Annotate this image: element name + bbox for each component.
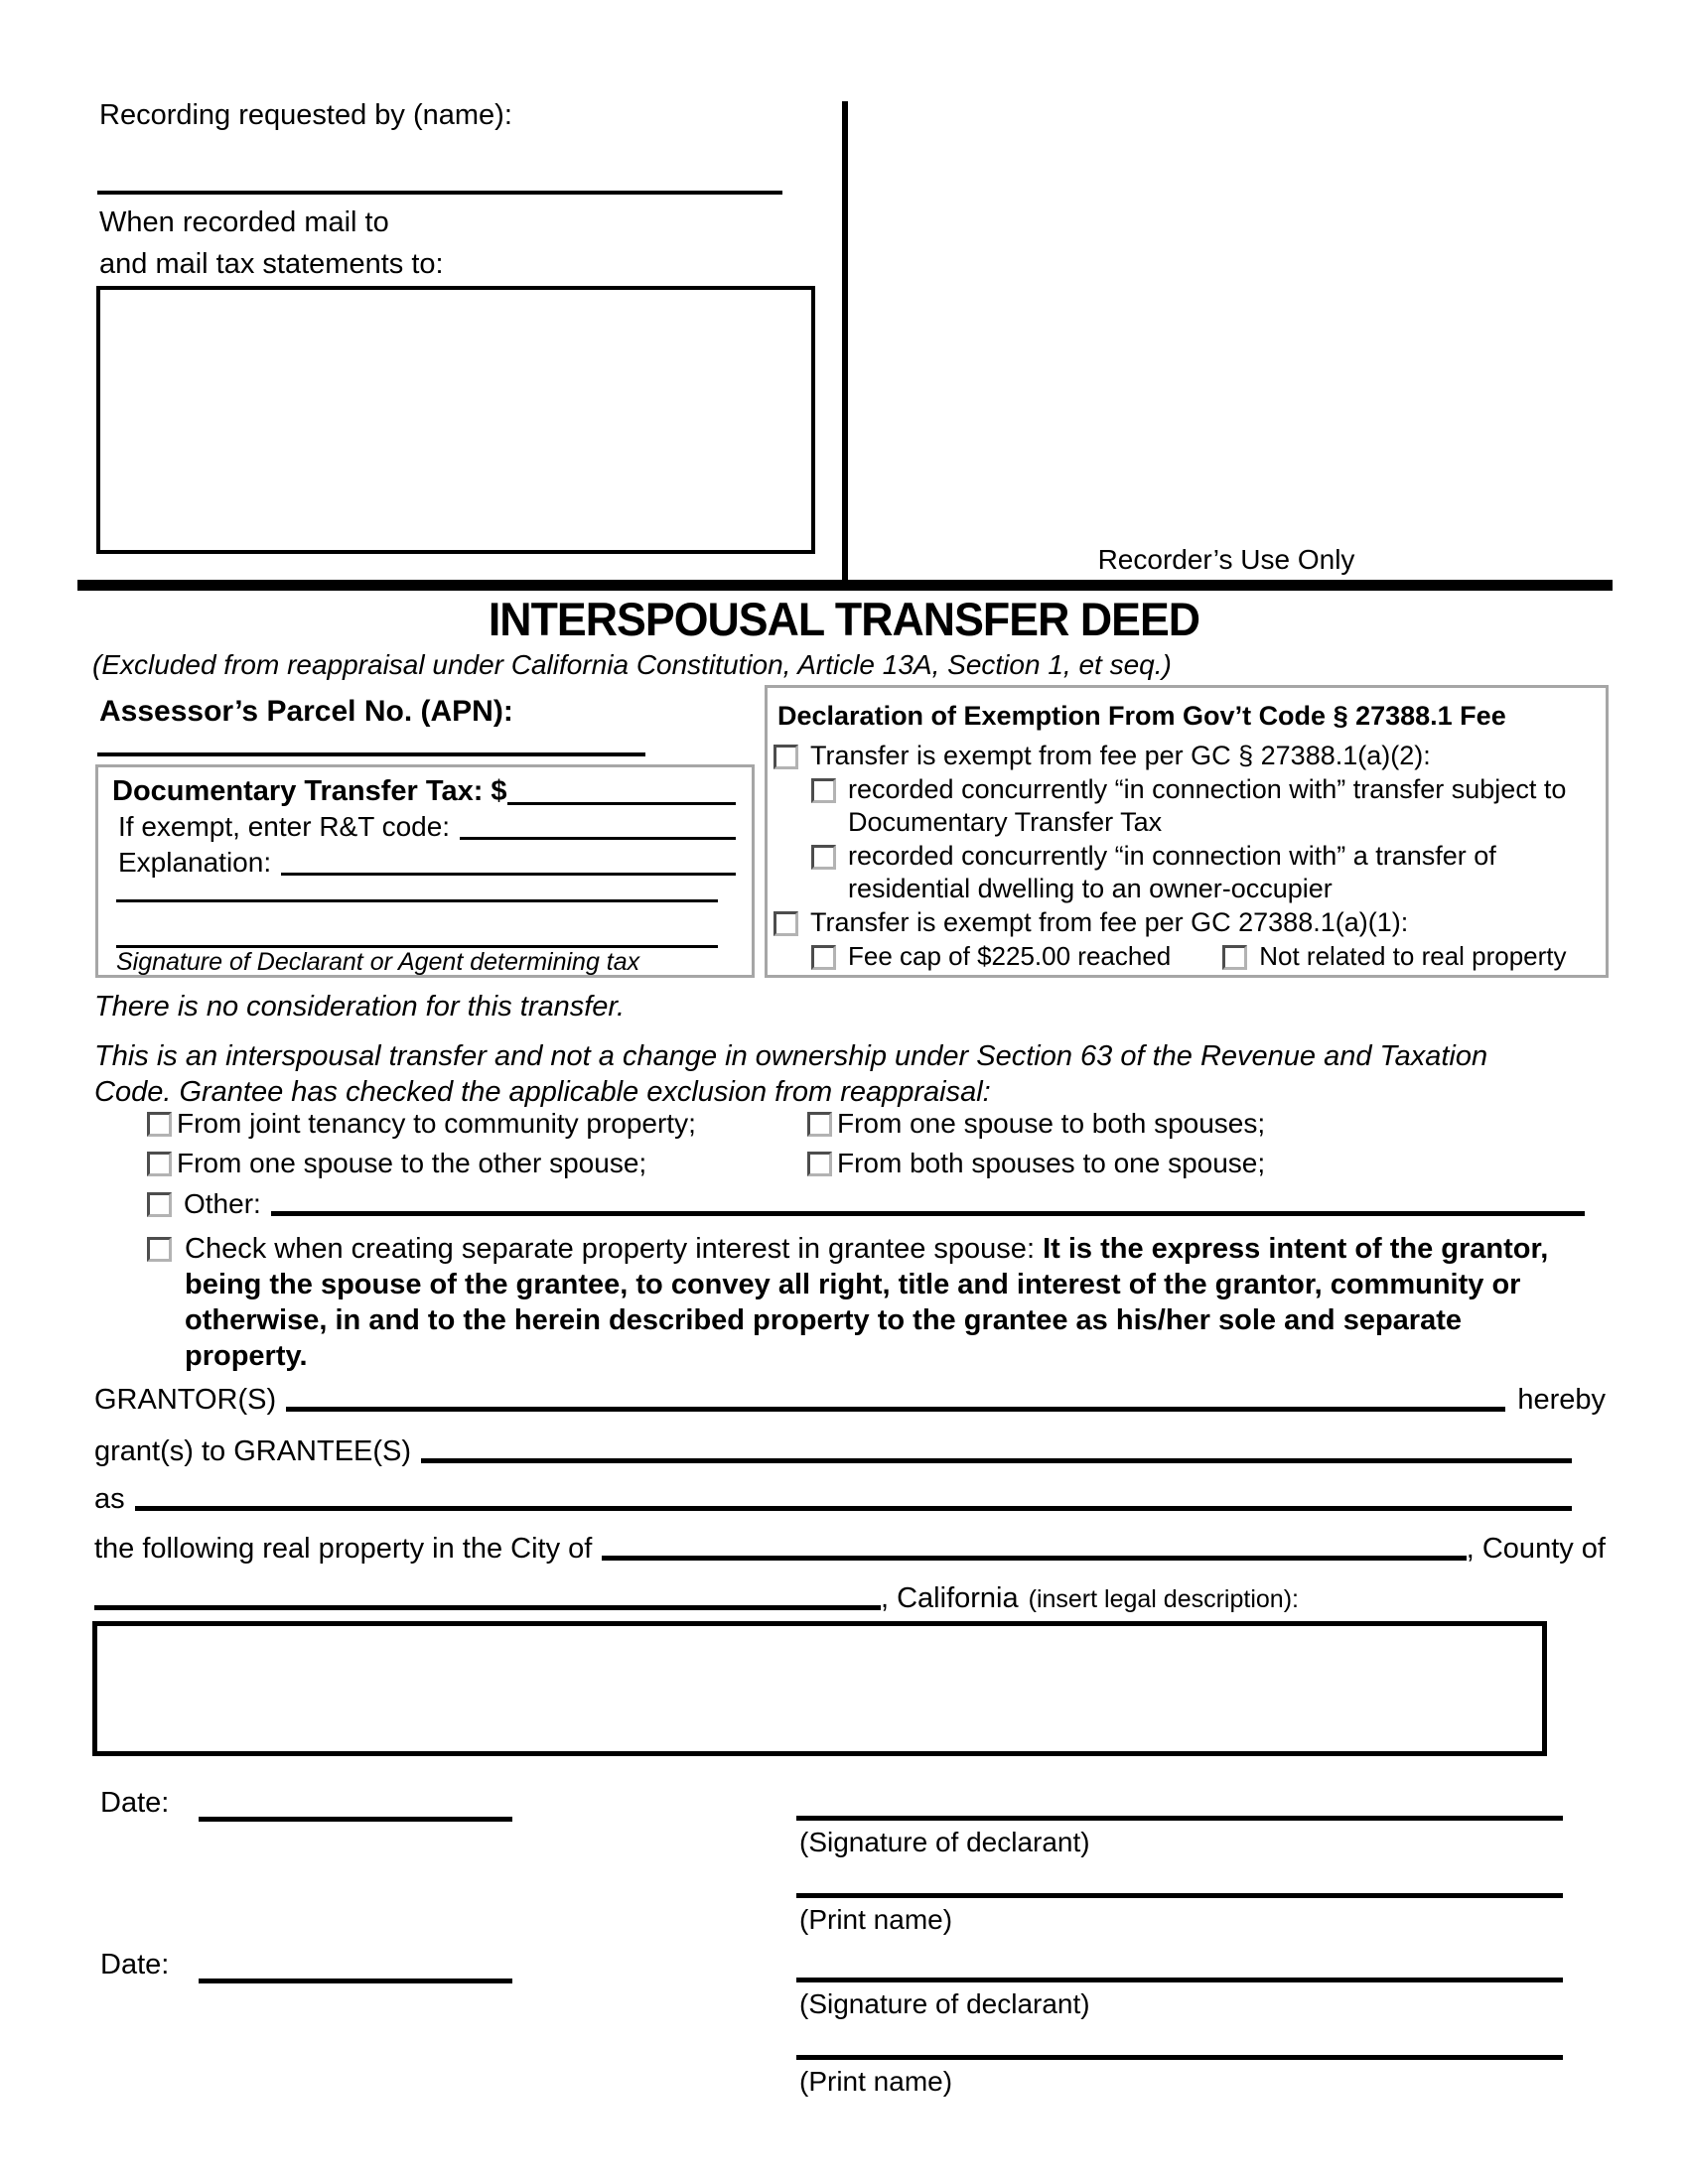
signature-line-2[interactable] [796, 1978, 1563, 1982]
explanation-row [118, 847, 736, 879]
hereby-label: hereby [1517, 1384, 1606, 1416]
exclusion-label: From one spouse to the other spouse; [177, 1148, 647, 1178]
rt-code-label: If exempt, enter R&T code: [118, 811, 451, 842]
checkbox-concurrent-owner-occupier[interactable] [811, 845, 836, 870]
city-row [94, 1533, 1606, 1566]
checkbox-fee-cap[interactable] [811, 945, 836, 970]
checkbox-one-to-other[interactable] [147, 1152, 172, 1176]
date-blank-line-2[interactable] [199, 1979, 512, 1983]
grantor-row [94, 1384, 1606, 1417]
print-name-caption-2: (Print name) [799, 2066, 953, 2097]
mail-tax-statements-label: and mail tax statements to: [99, 248, 444, 280]
exemption-item-label: recorded concurrently “in connection with” transfer subject to Documentary Transfer Tax [848, 774, 1567, 837]
exemption-item-row [811, 840, 1596, 905]
mailing-address-box[interactable] [96, 286, 815, 554]
apn-label: Assessor’s Parcel No. (APN): [99, 695, 513, 728]
california-label: , California [881, 1582, 1019, 1614]
interspousal-statement: This is an interspousal transfer and not a change in ownership under Section 63 of the Revenue and Taxation Code. Grantee has checked the applicable exclusion from reappraisal: [94, 1040, 1488, 1108]
other-blank-line[interactable] [271, 1211, 1585, 1216]
separate-property-plain-text: Check when creating separate property interest in grantee spouse: [185, 1233, 1044, 1265]
checkbox-concurrent-dtt[interactable] [811, 778, 836, 803]
as-label: as [94, 1483, 125, 1515]
explanation-blank-line-2[interactable] [116, 899, 718, 902]
recorder-vertical-divider [842, 101, 848, 586]
as-blank-line[interactable] [135, 1506, 1572, 1511]
print-name-line-1[interactable] [796, 1893, 1563, 1898]
exemption-declaration-box [765, 685, 1609, 978]
date-label-2: Date: [100, 1949, 170, 1980]
when-recorded-label: When recorded mail to [99, 206, 389, 238]
grantee-row [94, 1435, 1572, 1468]
exemption-item-label: Transfer is exempt from fee per GC § 27388.1(a)(2): [810, 741, 1431, 770]
legal-description-box[interactable] [92, 1621, 1547, 1756]
exclusion-label: From one spouse to both spouses; [837, 1108, 1266, 1139]
exclusion-one-to-both-row [807, 1109, 1265, 1139]
signature-line-1[interactable] [796, 1816, 1563, 1821]
exclusion-label: From both spouses to one spouse; [837, 1148, 1266, 1178]
exemption-item-label: Fee cap of $225.00 reached [848, 941, 1172, 971]
exemption-item-row [811, 940, 1596, 973]
print-name-line-2[interactable] [796, 2055, 1563, 2060]
print-name-caption-1: (Print name) [799, 1904, 953, 1935]
exclusion-other-label: Other: [184, 1188, 261, 1219]
california-row [94, 1582, 1355, 1615]
page-title: INTERSPOUSAL TRANSFER DEED [488, 593, 1200, 645]
grantee-label: grant(s) to GRANTEE(S) [94, 1435, 412, 1467]
as-row [94, 1483, 1572, 1516]
exemption-header: Declaration of Exemption From Gov’t Code § 27388.1 Fee [777, 701, 1506, 731]
exemption-item-label: Transfer is exempt from fee per GC 27388.1(a)(1): [810, 907, 1409, 937]
exclusion-other-row [147, 1189, 1585, 1219]
county-name-blank-line[interactable] [94, 1605, 881, 1610]
exclusion-both-to-one-row [807, 1149, 1265, 1178]
no-consideration-statement: There is no consideration for this transfer. [94, 991, 626, 1023]
checkbox-not-real-property[interactable] [1222, 945, 1247, 970]
form-title-row [0, 592, 1688, 646]
exemption-item-label: Not related to real property [1259, 941, 1567, 971]
separate-property-bold-text: It is the express intent of the grantor, being the spouse of the grantee, to convey all right, title and interest of the grantor, community or otherwise, in and to the herein described property to the grantee as his/her sole and separate property. [185, 1233, 1549, 1372]
date-label-1: Date: [100, 1787, 170, 1819]
signature-caption-2: (Signature of declarant) [799, 1988, 1090, 2019]
grantee-blank-line[interactable] [421, 1458, 1572, 1463]
grantor-label: GRANTOR(S) [94, 1384, 277, 1416]
checkbox-exempt-a2[interactable] [774, 745, 798, 769]
checkbox-one-to-both[interactable] [807, 1112, 832, 1137]
exemption-item-label: recorded concurrently “in connection with” a transfer of residential dwelling to an owner-occupier [848, 841, 1496, 903]
exemption-item-row [811, 773, 1596, 839]
checkbox-exempt-a1[interactable] [774, 911, 798, 936]
exclusion-label: From joint tenancy to community property; [177, 1108, 696, 1139]
city-label: the following real property in the City of [94, 1533, 593, 1565]
transfer-tax-row [112, 775, 736, 808]
transfer-tax-box [95, 764, 755, 978]
transfer-tax-label: Documentary Transfer Tax: $ [112, 775, 507, 807]
checkbox-separate-property[interactable] [147, 1237, 172, 1262]
declarant-signature-caption: Signature of Declarant or Agent determining tax [116, 948, 640, 976]
checkbox-joint-tenancy[interactable] [147, 1112, 172, 1137]
exemption-item-row [774, 906, 1596, 939]
separate-property-paragraph [185, 1231, 1585, 1374]
form-subtitle: (Excluded from reappraisal under California Constitution, Article 13A, Section 1, et seq.) [92, 649, 1172, 680]
grantor-blank-line[interactable] [286, 1407, 1505, 1412]
recording-requested-blank-line[interactable] [97, 191, 782, 195]
checkbox-both-to-one[interactable] [807, 1152, 832, 1176]
exclusion-joint-tenancy-row [147, 1109, 696, 1139]
exemption-item-row [774, 740, 1596, 772]
county-label: , County of [1466, 1533, 1606, 1565]
signature-caption-1: (Signature of declarant) [799, 1827, 1090, 1857]
checkbox-other[interactable] [147, 1192, 172, 1217]
exclusion-one-to-other-row [147, 1149, 646, 1178]
exemption-subgroup [1222, 940, 1566, 973]
city-blank-line[interactable] [602, 1556, 1466, 1561]
legal-description-hint-label: (insert legal description): [1028, 1584, 1299, 1613]
recorder-divider-bar [77, 580, 1613, 591]
rt-code-blank[interactable] [460, 837, 736, 840]
explanation-label: Explanation: [118, 847, 272, 878]
rt-code-row [118, 811, 736, 843]
apn-blank-line[interactable] [97, 752, 645, 756]
recording-requested-label: Recording requested by (name): [99, 99, 512, 131]
date-blank-line-1[interactable] [199, 1817, 512, 1822]
transfer-tax-blank[interactable] [507, 802, 736, 805]
explanation-blank[interactable] [281, 873, 736, 876]
recorders-use-only-label: Recorder’s Use Only [1097, 544, 1355, 575]
